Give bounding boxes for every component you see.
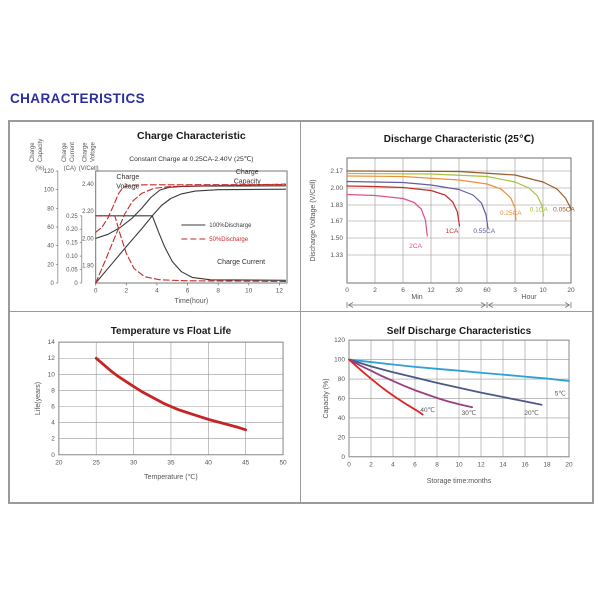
y-tick-label: 120 [334, 337, 345, 345]
y-axis-label: Capacity (%) [323, 378, 330, 419]
series-label: 0.1CA [529, 206, 548, 214]
self-discharge-chart [301, 312, 592, 502]
x-tick-label: 6 [401, 287, 405, 294]
capacity-axis-unit: (%) [35, 165, 45, 173]
curve-charge-capacity-100pct [96, 189, 286, 283]
voltage-tick-label: 1.80 [82, 263, 94, 270]
capacity-tick-label: 120 [43, 168, 54, 176]
voltage-axis-title: Charge [82, 142, 89, 162]
axis-group-label: Hour [521, 294, 537, 301]
discharge-characteristic-panel [301, 122, 592, 312]
series-label: 20℃ [524, 409, 539, 417]
y-tick-label: 1.67 [330, 218, 343, 225]
x-tick-label: 12 [427, 287, 435, 294]
curve-20℃ [349, 360, 542, 405]
y-axis-label: Discharge Voltage (V/Cell) [310, 179, 317, 262]
series-label: 0.05CA [553, 206, 575, 214]
capacity-tick-label: 60 [47, 224, 54, 232]
x-tick-label: 20 [567, 287, 575, 294]
y-tick-label: 1.50 [330, 235, 343, 242]
y-tick-label: 20 [337, 434, 345, 442]
current-axis-unit: (CA) [63, 165, 76, 173]
current-axis-title: Current [69, 142, 76, 162]
current-tick-label: 0.10 [66, 254, 78, 261]
y-tick-label: 2.17 [330, 168, 343, 175]
x-tick-label: 0 [345, 287, 349, 294]
x-tick-label: 60 [483, 287, 491, 294]
y-tick-label: 12 [47, 355, 55, 363]
x-tick-label: 25 [92, 459, 100, 467]
x-axis-label: Temperature (℃) [144, 473, 198, 481]
x-tick-label: 6 [413, 461, 417, 469]
chart-title: Temperature vs Float Life [110, 326, 232, 338]
capacity-axis-title: Charge [29, 142, 36, 162]
x-tick-label: 40 [204, 459, 212, 467]
self-discharge-panel [301, 312, 592, 502]
curve-2CA [347, 195, 427, 237]
x-tick-label: 50 [279, 459, 287, 467]
x-tick-label: 45 [242, 459, 250, 467]
y-tick-label: 10 [47, 371, 55, 379]
voltage-tick-label: 2.20 [82, 209, 94, 216]
series-label: 0.25CA [499, 210, 522, 217]
x-tick-label: 30 [129, 459, 138, 467]
curve-charge-capacity-50pct [96, 184, 286, 283]
chart-title: Charge Characteristic [137, 130, 246, 143]
y-tick-label: 8 [51, 387, 55, 395]
y-tick-label: 0 [51, 451, 55, 459]
x-tick-label: 4 [391, 461, 395, 469]
y-tick-label: 40 [337, 414, 345, 422]
series-label: 30℃ [461, 409, 477, 417]
chart-title: Discharge Characteristic (25℃) [383, 134, 535, 145]
curve-charge-voltage-100pct [96, 186, 286, 239]
series-label: 40℃ [420, 407, 435, 415]
x-tick-label: 10 [455, 461, 463, 469]
x-tick-label: 2 [369, 461, 373, 469]
capacity-tick-label: 0 [50, 280, 54, 288]
x-tick-label: 6 [185, 287, 190, 295]
annotation: Charge [235, 168, 259, 176]
y-tick-label: 14 [47, 339, 55, 347]
y-tick-label: 1.83 [330, 202, 343, 209]
current-tick-label: 0.15 [66, 240, 78, 247]
x-tick-label: 35 [167, 459, 175, 467]
x-tick-label: 18 [543, 461, 551, 469]
current-tick-label: 0 [74, 280, 78, 288]
capacity-tick-label: 80 [47, 206, 54, 213]
x-tick-label: 3 [513, 287, 517, 294]
x-tick-label: 20 [55, 459, 63, 467]
x-tick-label: 12 [275, 287, 283, 295]
x-tick-label: 14 [499, 461, 507, 469]
x-tick-label: 2 [373, 287, 377, 294]
x-tick-label: 0 [347, 461, 351, 469]
x-tick-label: 20 [565, 461, 573, 469]
curve-40℃ [349, 360, 423, 415]
x-tick-label: 4 [155, 287, 159, 295]
charge-characteristic-panel [10, 122, 301, 312]
y-tick-label: 80 [337, 376, 345, 384]
charts-grid [8, 120, 594, 504]
current-tick-label: 0.20 [66, 227, 78, 234]
x-tick-label: 8 [435, 461, 439, 469]
legend-label: 100%Discharge [209, 222, 252, 230]
x-axis-label: Storage time:months [426, 477, 492, 485]
y-tick-label: 1.33 [330, 252, 343, 259]
page-title: CHARACTERISTICS [10, 91, 146, 106]
x-tick-label: 0 [93, 287, 98, 295]
x-axis-label: Time(hour) [174, 297, 209, 306]
current-tick-label: 0.05 [66, 267, 78, 274]
current-tick-label: 0.25 [66, 213, 78, 220]
series-label: 2CA [409, 243, 422, 250]
annotation: Charge Current [217, 258, 266, 266]
capacity-tick-label: 100 [43, 187, 54, 194]
voltage-tick-label: 2.40 [82, 181, 94, 188]
series-label: 1CA [445, 228, 459, 235]
voltage-axis-title: Voltage [90, 142, 97, 162]
y-tick-label: 60 [337, 395, 345, 403]
x-tick-label: 8 [216, 287, 220, 295]
capacity-tick-label: 40 [47, 243, 54, 250]
annotation: Charge [116, 173, 140, 181]
chart-subtitle: Constant Charge at 0.25CA-2.40V (25℃) [129, 155, 254, 164]
x-tick-label: 10 [539, 287, 547, 294]
discharge-characteristic-chart [301, 122, 592, 311]
y-tick-label: 100 [334, 356, 345, 364]
chart-title: Self Discharge Characteristics [386, 326, 532, 338]
current-axis-title: Charge [61, 142, 68, 162]
series-label: 5℃ [554, 390, 566, 398]
annotation: Capacity [233, 178, 261, 186]
series-label: 0.55CA [473, 228, 496, 235]
y-tick-label: 6 [51, 403, 55, 411]
temperature-float-life-panel [10, 312, 301, 502]
temperature-float-life-chart [10, 312, 300, 502]
curve-0.25CA [347, 176, 516, 220]
capacity-axis-title: Capacity [37, 138, 44, 162]
voltage-tick-label: 2.00 [82, 236, 94, 243]
y-tick-label: 2.00 [330, 185, 343, 192]
x-tick-label: 30 [455, 287, 463, 294]
y-axis-label: Life(years) [34, 381, 42, 416]
voltage-axis-unit: (V/Cell) [78, 165, 99, 173]
y-tick-label: 4 [51, 419, 55, 427]
y-tick-label: 0 [341, 453, 345, 461]
x-tick-label: 16 [521, 461, 529, 469]
annotation: Voltage [116, 183, 140, 191]
y-tick-label: 2 [51, 435, 55, 443]
x-tick-label: 10 [245, 287, 253, 295]
capacity-tick-label: 20 [47, 262, 54, 269]
x-tick-label: 12 [477, 461, 485, 469]
charge-characteristic-chart [10, 122, 300, 311]
x-tick-label: 2 [124, 287, 129, 295]
legend-label: 50%Discharge [209, 236, 249, 244]
axis-group-label: Min [411, 294, 423, 301]
